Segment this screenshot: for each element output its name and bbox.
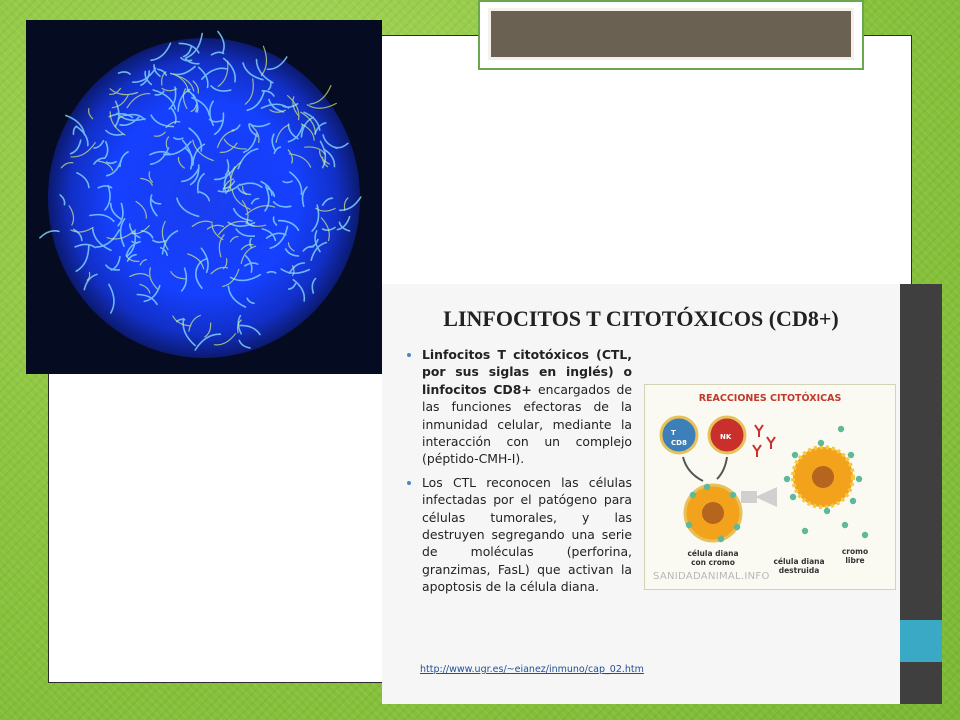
title-placeholder (478, 0, 864, 70)
bullet-ctl-definition (422, 346, 632, 468)
chromium-dot (730, 492, 736, 498)
lymphocyte-image (26, 20, 382, 374)
label-free-chromium: cromo libre (841, 547, 869, 565)
figure-watermark: SANIDADANIMAL.INFO (653, 571, 770, 582)
right-decorative-strip (900, 284, 942, 704)
chromium-dot (690, 492, 696, 498)
right-strip-accent (900, 620, 942, 662)
label-destroyed-cell: célula diana destruida (773, 557, 825, 575)
chromium-dot (824, 508, 830, 514)
chromium-dot (802, 528, 808, 534)
source-link[interactable]: http://www.ugr.es/~eianez/inmuno/cap_02.htm (420, 664, 644, 675)
chromium-dot (734, 524, 740, 530)
chromium-dot (818, 440, 824, 446)
chromium-dot (838, 426, 844, 432)
label-target-cell: célula diana con cromo (687, 549, 739, 567)
document-body (404, 346, 632, 602)
nk-cell-tag: NK (720, 433, 732, 441)
chromium-dot (848, 452, 854, 458)
chromium-dot (718, 536, 724, 542)
figure-title: REACCIONES CITOTÓXICAS (698, 393, 842, 404)
ctl-document-image (382, 284, 900, 704)
chromium-dot (704, 484, 710, 490)
chromium-dot (790, 494, 796, 500)
bullet-ctl-function: • Los CTL reconocen las células infectadas por el patógeno para células tumorales, y las destruyen segregando una serie de moléculas (perforina, granzimas, FasL) que activan la apoptosis de la célula diana. (422, 474, 632, 596)
bullet-ctl-rest: encargados de las funciones efectoras de la inmunidad celular, mediante la interacción con un complejo (péptido-CMH-I). (422, 381, 632, 467)
bullet-ctl-bold: Linfocitos T citotóxicos (CTL, por sus siglas en inglés) o linfocitos CD8+ (422, 347, 632, 397)
chromium-dot (784, 476, 790, 482)
lymphocyte-micrograph (26, 20, 382, 374)
chromium-dot (842, 522, 848, 528)
chromium-dot (792, 452, 798, 458)
chromium-dot (686, 522, 692, 528)
chromium-dot (862, 532, 868, 538)
title-placeholder-fill (488, 8, 854, 60)
t-cell-tag: T (671, 429, 676, 437)
cd8-cell-tag: CD8 (671, 439, 687, 447)
cytotoxic-reactions-figure (644, 384, 896, 590)
chromium-dot (850, 498, 856, 504)
chromium-dot (856, 476, 862, 482)
document-title: LINFOCITOS T CITOTÓXICOS (CD8+) (443, 306, 839, 331)
